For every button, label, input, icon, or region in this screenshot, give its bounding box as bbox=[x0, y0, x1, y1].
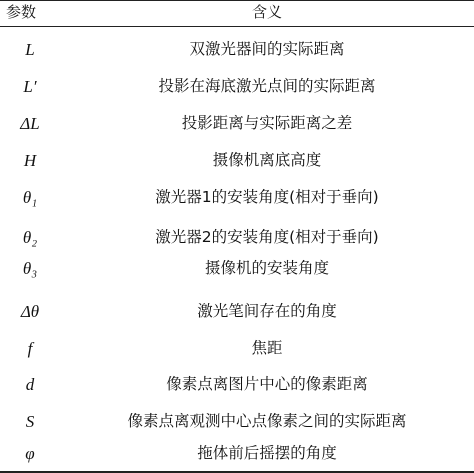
table-row bbox=[0, 252, 474, 285]
param-cell: θ₂ bbox=[22, 228, 38, 247]
table-row bbox=[0, 332, 474, 365]
param-cell: Δθ bbox=[20, 302, 40, 321]
meaning-cell: 像素点离观测中心点像素之间的实际距离 bbox=[127, 411, 407, 430]
table-row bbox=[0, 33, 474, 66]
table-row bbox=[0, 437, 474, 470]
param-cell: S bbox=[25, 412, 35, 431]
table-row bbox=[0, 221, 474, 254]
table-row bbox=[0, 295, 474, 328]
meaning-cell: 摄像机离底高度 bbox=[212, 150, 322, 169]
param-cell: φ bbox=[25, 444, 35, 463]
param-cell: f bbox=[27, 339, 33, 358]
meaning-cell: 激光器2的安装角度(相对于垂向) bbox=[155, 227, 379, 246]
param-cell: d bbox=[25, 375, 35, 394]
header-meaning: 含义 bbox=[251, 2, 282, 21]
meaning-cell: 焦距 bbox=[251, 338, 283, 357]
table-row bbox=[0, 368, 474, 401]
header-param: 参数 bbox=[6, 2, 37, 21]
table-row bbox=[0, 107, 474, 140]
table-row bbox=[0, 144, 474, 177]
meaning-cell: 激光器1的安装角度(相对于垂向) bbox=[155, 187, 379, 206]
header-rule bbox=[0, 26, 474, 27]
meaning-cell: 拖体前后摇摆的角度 bbox=[197, 443, 337, 462]
table-row bbox=[0, 181, 474, 214]
meaning-cell: 摄像机的安装角度 bbox=[204, 258, 329, 277]
table-row bbox=[0, 405, 474, 438]
param-cell: L′ bbox=[23, 77, 37, 96]
param-cell: ΔL bbox=[20, 114, 40, 133]
bottom-rule bbox=[0, 471, 474, 473]
meaning-cell: 激光笔间存在的角度 bbox=[197, 301, 337, 320]
table-header bbox=[0, 0, 474, 24]
param-cell: H bbox=[23, 151, 37, 170]
meaning-cell: 双激光器间的实际距离 bbox=[189, 39, 345, 58]
table-row bbox=[0, 70, 474, 103]
meaning-cell: 像素点离图片中心的像素距离 bbox=[166, 374, 368, 393]
meaning-cell: 投影在海底激光点间的实际距离 bbox=[158, 76, 376, 95]
param-cell: θ₃ bbox=[22, 259, 38, 278]
meaning-cell: 投影距离与实际距离之差 bbox=[181, 113, 353, 132]
param-cell: θ₁ bbox=[22, 188, 38, 207]
param-cell: L bbox=[25, 40, 35, 59]
